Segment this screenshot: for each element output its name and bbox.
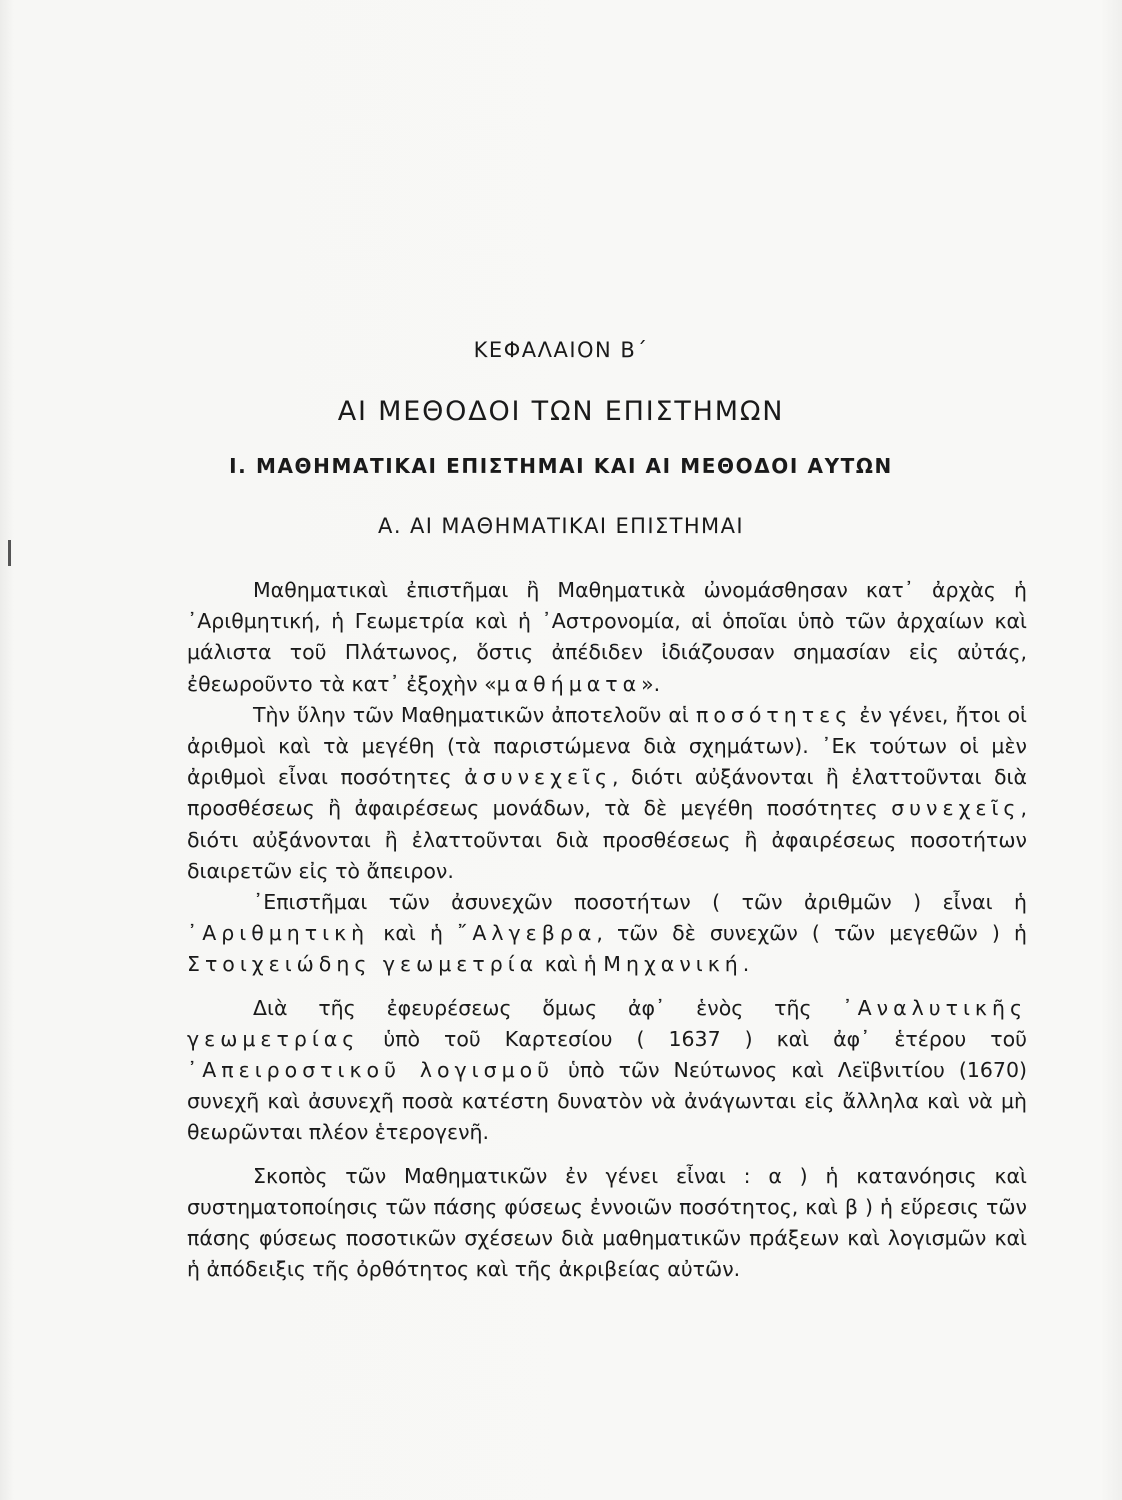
spaced-term: συνεχεῖς <box>891 796 1021 821</box>
text-run: Διὰ τῆς ἐφευρέσεως ὅμως ἀφ᾽ ἑνὸς τῆς <box>253 995 843 1020</box>
text-run: Τὴν ὕλην τῶν Μαθηματικῶν ἀποτελοῦν αἱ <box>253 702 697 727</box>
spaced-term: ᾽Αριθμητικὴ <box>187 921 370 946</box>
paragraph <box>187 700 1027 887</box>
text-run: ». <box>641 671 661 696</box>
text-run: ὑπὸ τῶν Νεύτωνος καὶ Λεϊβνιτίου (1670) συνεχῆ καὶ ἀσυνεχῆ ποσὰ κατέστη δυνατὸν νὰ ἀνάγωνται εἰς ἄλληλα καὶ νὰ μὴ θεωρῶνται πλέον ἑτερογενῆ. <box>187 1058 1027 1145</box>
margin-mark <box>8 540 11 566</box>
text-run: , διότι αὐξάνονται ἢ ἐλαττοῦνται διὰ προσθέσεως ἢ ἀφαιρέσεως μονάδων, τὰ δὲ μεγέθη ποσότητες <box>187 765 1027 821</box>
spaced-term: ᾽Απειροστικοῦ λογισμοῦ <box>187 1058 555 1083</box>
text-run: , διότι αὐξάνονται ἢ ἐλαττοῦνται διὰ προσθέσεως ἢ ἀφαιρέσεως ποσοτήτων διαιρετῶν εἰς τὸ ἄπειρον. <box>187 796 1027 883</box>
text-run: , τῶν δὲ συνεχῶν ( τῶν μεγεθῶν ) ἡ <box>596 921 1027 946</box>
spaced-term: μαθήματα <box>496 671 642 696</box>
text-run: καὶ ἡ <box>369 921 458 946</box>
text-run: . <box>742 952 750 977</box>
text-run: καὶ ἡ <box>538 952 604 977</box>
text-run: ὑπὸ τοῦ Καρτεσίου ( 1637 ) καὶ ἀφ᾽ ἑτέρου τοῦ <box>359 1026 1027 1051</box>
chapter-heading: ΚΕΦΑΛΑΙΟΝ Β΄ <box>473 338 649 362</box>
paragraph: Σκοπὸς τῶν Μαθηματικῶν ἐν γένει εἶναι : α ) ἡ κατανόησις καὶ συστηματοποίησις τῶν πάσης φύσεως ἐννοιῶν ποσότητος, καὶ β ) ἡ εὕρεσις τῶν πάσης φύσεως ποσοτικῶν σχέσεων διὰ μαθηματικῶν πράξεων καὶ λογισμῶν καὶ ἡ ἀπόδειξις τῆς ὀρθότητος καὶ τῆς ἀκριβείας αὐτῶν. <box>187 1163 1027 1282</box>
spaced-term: ᾽Αναλυτικῆς γεωμετρίας <box>187 995 1027 1051</box>
text-run: ᾽Επιστῆμαι τῶν ἀσυνεχῶν ποσοτήτων ( τῶν ἀριθμῶν ) εἶναι ἡ <box>253 890 1027 915</box>
paragraph <box>187 887 1027 981</box>
text-run: Μαθηματικαὶ ἐπιστῆμαι ἢ Μαθηματικὰ ὠνομάσθησαν κατ᾽ ἀρχὰς ἡ ᾽Αριθμητική, ἡ Γεωμετρία καὶ ἡ ᾽Αστρονομία, αἱ ὁποῖαι ὑπὸ τῶν ἀρχαίων καὶ μάλιστα τοῦ Πλάτωνος, ὅστις ἀπέδιδεν ἰδιάζουσαν σημασίαν εἰς αὐτάς, ἐθεωροῦντο τὰ κατ᾽ ἐξοχὴν « <box>187 578 1027 696</box>
paragraph <box>187 993 1027 1149</box>
body-text <box>187 575 1027 1285</box>
spaced-term: Στοιχειώδης γεωμετρία <box>187 952 539 977</box>
spaced-term: ῎Αλγεβρα <box>457 921 597 946</box>
section-heading: Ι. ΜΑΘΗΜΑΤΙΚΑΙ ΕΠΙΣΤΗΜΑΙ ΚΑΙ ΑΙ ΜΕΘΟΔΟΙ ΑΥΤΩΝ <box>229 454 893 478</box>
text-run: ἐν γένει, ἤτοι οἱ ἀριθμοὶ καὶ τὰ μεγέθη (τὰ παριστώμενα διὰ σχημάτων). ᾽Εκ τούτων οἱ μὲν ἀριθμοὶ εἶναι ποσότητες <box>187 702 1027 790</box>
subsection-heading: Α. ΑΙ ΜΑΘΗΜΑΤΙΚΑΙ ΕΠΙΣΤΗΜΑΙ <box>378 514 744 538</box>
spaced-term: ποσότητες <box>696 702 853 727</box>
paragraph <box>187 575 1027 700</box>
spaced-term: ἀσυνεχεῖς <box>464 765 612 790</box>
main-title: ΑΙ ΜΕΘΟΔΟΙ ΤΩΝ ΕΠΙΣΤΗΜΩΝ <box>337 396 785 427</box>
spaced-term: Μηχανική <box>603 952 743 977</box>
